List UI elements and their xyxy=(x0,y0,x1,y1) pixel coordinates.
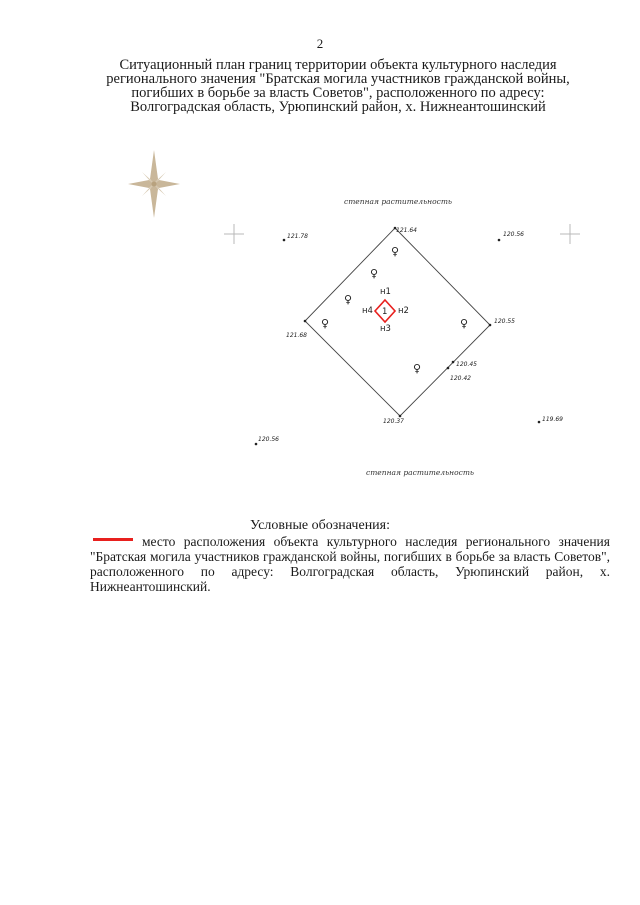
elevation-label: 120.56 xyxy=(503,231,524,238)
elevation-label: 119.69 xyxy=(542,416,563,423)
site-number: 1 xyxy=(382,307,388,317)
tree-icon: ♀ xyxy=(391,245,400,258)
site-point-label: н1 xyxy=(380,287,391,297)
site-point-label: н4 xyxy=(362,306,373,316)
elevation-label: 120.56 xyxy=(258,436,279,443)
legend-text: место расположения объекта культурного наследия регионального значения "Братская могила участников гражданской войны, погибших в борьбе за власть Советов", расположенного по адресу: Волгоградская область, Урюпинский район, х. Нижнеантошинский. xyxy=(90,534,610,594)
title-line: регионального значения "Братская могила участников гражданской войны, xyxy=(106,71,570,87)
legend-heading: Условные обозначения: xyxy=(249,518,391,533)
vegetation-label: степная растительность xyxy=(366,468,475,477)
tree-icon: ♀ xyxy=(413,362,422,375)
tree-icon: ♀ xyxy=(321,317,330,330)
elevation-label: 121.68 xyxy=(286,332,307,339)
vegetation-label: степная растительность xyxy=(344,197,453,206)
compass-rose-icon xyxy=(128,150,180,218)
tree-icon: ♀ xyxy=(370,267,379,280)
elevation-label: 120.37 xyxy=(383,418,404,425)
elevation-label: 120.55 xyxy=(494,318,515,325)
elevation-label: 121.78 xyxy=(287,233,308,240)
elevation-label: 120.42 xyxy=(450,375,471,382)
crosshair-icon xyxy=(224,224,244,244)
elevation-label: 121.64 xyxy=(396,227,417,234)
page-number: 2 xyxy=(316,36,324,51)
elevation-label: 120.45 xyxy=(456,361,477,368)
site-point-label: н2 xyxy=(398,306,409,316)
tree-icon: ♀ xyxy=(460,317,469,330)
crosshair-icon xyxy=(560,224,580,244)
title-line: Волгоградская область, Урюпинский район, х. Нижнеантошинский xyxy=(130,99,546,115)
site-point-label: н3 xyxy=(380,324,391,334)
title-line: погибших в борьбе за власть Советов", расположенного по адресу: xyxy=(131,85,545,101)
title-line: Ситуационный план границ территории объекта культурного наследия xyxy=(119,57,557,73)
tree-icon: ♀ xyxy=(344,293,353,306)
